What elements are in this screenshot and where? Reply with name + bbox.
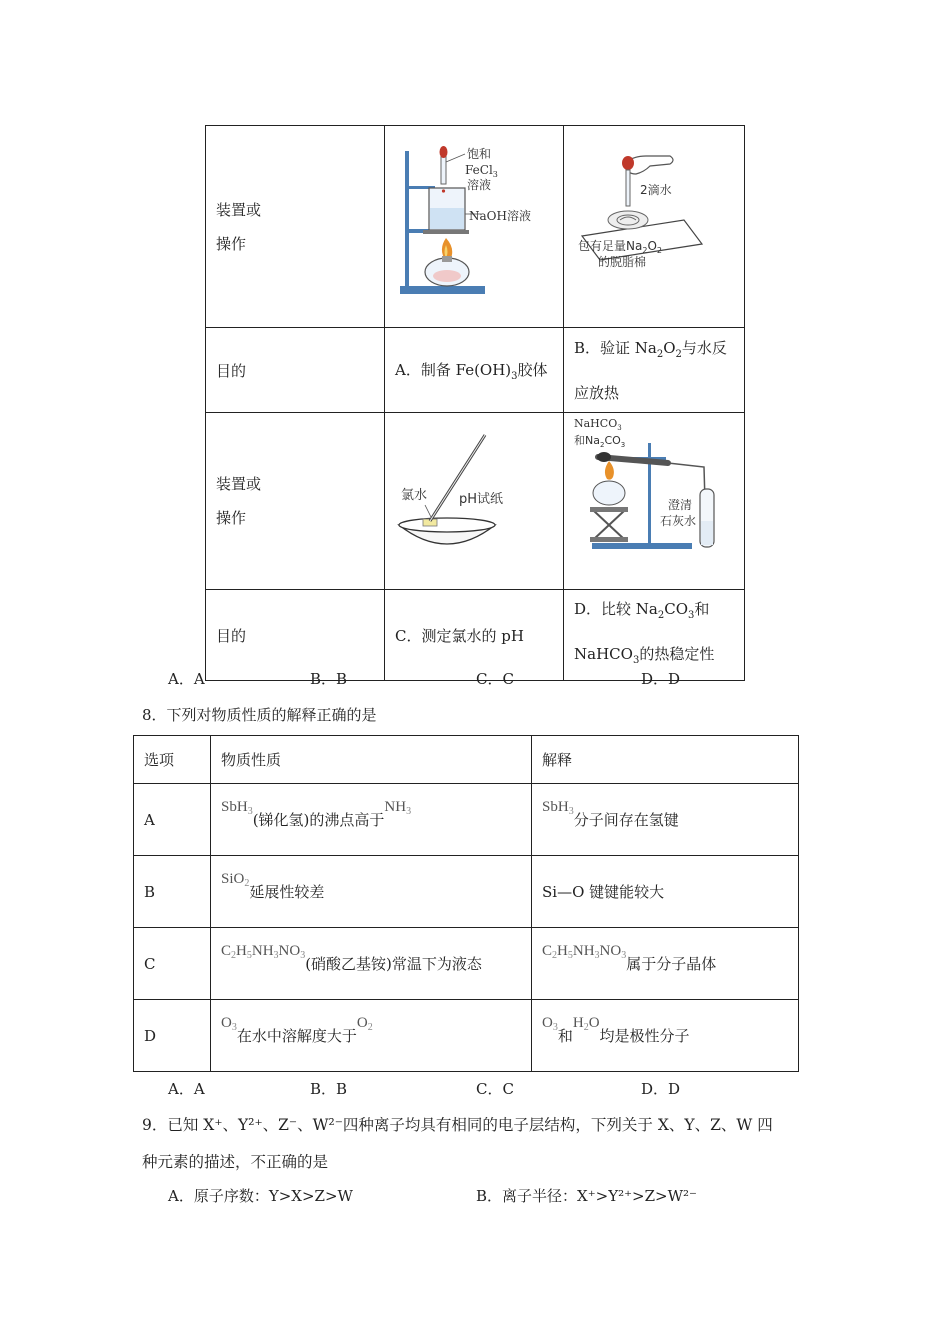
- q7-option-b[interactable]: B．B: [310, 670, 348, 688]
- q7-option-a[interactable]: A．A: [168, 670, 205, 688]
- fig-c-label-1: 氯水: [401, 488, 428, 503]
- q8-row-c-property: $C_2H_5NH_3NO_3$(硝酸乙基铵)常温下为液态: [211, 928, 532, 1000]
- fig-a-label-4: NaOH溶液: [469, 209, 531, 223]
- q7-option-d[interactable]: D．D: [641, 670, 681, 688]
- fig-a-label-3: 溶液: [467, 178, 492, 192]
- q8-row-a-option: A: [134, 784, 211, 856]
- fig-c-label-2: pH试纸: [459, 492, 504, 507]
- q7-purpose-c: C．测定氯水的 pH: [385, 590, 564, 681]
- q7-figure-b: [564, 126, 745, 328]
- q8-row-b-option: B: [134, 856, 211, 928]
- q7-figure-d: [564, 413, 745, 590]
- q8-row-c-option: C: [134, 928, 211, 1000]
- q8-table: [133, 735, 799, 1072]
- q8-option-d[interactable]: D．D: [641, 1080, 681, 1098]
- q7-setup-label-2: 装置或 操作: [206, 413, 385, 590]
- q7-setup-label-1: 装置或 操作: [206, 126, 385, 328]
- q8-option-c[interactable]: C．C: [476, 1080, 514, 1098]
- q7-purpose-label-2: 目的: [206, 590, 385, 681]
- q7-purpose-a: A．制备 $Fe(OH)_3$胶体: [385, 328, 564, 413]
- fig-b-label-3: 的脱脂棉: [598, 255, 647, 269]
- q8-row-d-property: $O_3$在水中溶解度大于$O_2$: [211, 1000, 532, 1072]
- fig-d-label-4: 石灰水: [660, 514, 697, 528]
- thermal-stability-figure: [564, 413, 744, 585]
- q8-row-b-property: SiO$_2$延展性较差: [211, 856, 532, 928]
- q7-figure-c: [385, 413, 564, 590]
- q7-figure-a: [385, 126, 564, 328]
- q8-row-d-option: D: [134, 1000, 211, 1072]
- fig-a-label-1: 饱和: [467, 147, 492, 161]
- q8-row-a-explanation: SbH$_3$分子间存在氢键: [532, 784, 799, 856]
- fig-a-label-2: FeCl$_3$: [465, 163, 498, 179]
- fig-b-label-1: 2滴水: [640, 183, 672, 197]
- q7-purpose-label-1: 目的: [206, 328, 385, 413]
- q8-row-d-explanation: $O_3$和$H_2O$均是极性分子: [532, 1000, 799, 1072]
- q8-option-a[interactable]: A．A: [168, 1080, 205, 1098]
- q7-option-c[interactable]: C．C: [476, 670, 514, 688]
- q8-row-a-property: SbH$_3$(锑化氢)的沸点高于$NH_3$: [211, 784, 532, 856]
- fig-d-label-3: 澄清: [668, 498, 693, 512]
- na2o2-water-figure: [564, 126, 744, 323]
- fig-d-label-1: NaHCO$_3$: [574, 417, 622, 432]
- q9-stem-line-1: 9．已知 X⁺、Y²⁺、Z⁻、W²⁻四种离子均具有相同的电子层结构，下列关于 X、Y、Z、W 四: [142, 1116, 773, 1134]
- q9-stem-line-2: 种元素的描述，不正确的是: [142, 1153, 329, 1171]
- c2h5nh3no3-formula: $C_2H_5NH_3NO_3$: [221, 942, 306, 961]
- q7-purpose-d: D．比较 $Na_2CO_3$和 NaHCO$_3$的热稳定性: [564, 590, 745, 681]
- q8-header-option: 选项: [134, 736, 211, 784]
- q8-header-explanation: 解释: [532, 736, 799, 784]
- q9-option-b[interactable]: B．离子半径：X⁺>Y²⁺>Z>W²⁻: [476, 1187, 697, 1205]
- c2h5nh3no3-formula: $C_2H_5NH_3NO_3$: [542, 942, 627, 961]
- q7-table: [205, 125, 745, 681]
- fig-b-label-2: 包有足量$Na_2O_2$: [578, 239, 662, 255]
- q8-header-property: 物质性质: [211, 736, 532, 784]
- q8-stem: 8．下列对物质性质的解释正确的是: [142, 706, 377, 724]
- q8-row-c-explanation: $C_2H_5NH_3NO_3$属于分子晶体: [532, 928, 799, 1000]
- q8-option-b[interactable]: B．B: [310, 1080, 348, 1098]
- q8-row-b-explanation: Si—O 键键能较大: [532, 856, 799, 928]
- fig-d-label-2: 和$Na_2CO_3$: [574, 434, 626, 449]
- q9-option-a[interactable]: A．原子序数：Y>X>Z>W: [168, 1187, 353, 1205]
- ph-test-figure: [385, 413, 563, 585]
- colloid-apparatus-figure: [385, 126, 563, 323]
- q7-purpose-b: B．验证 $Na_2O_2$与水反 应放热: [564, 328, 745, 413]
